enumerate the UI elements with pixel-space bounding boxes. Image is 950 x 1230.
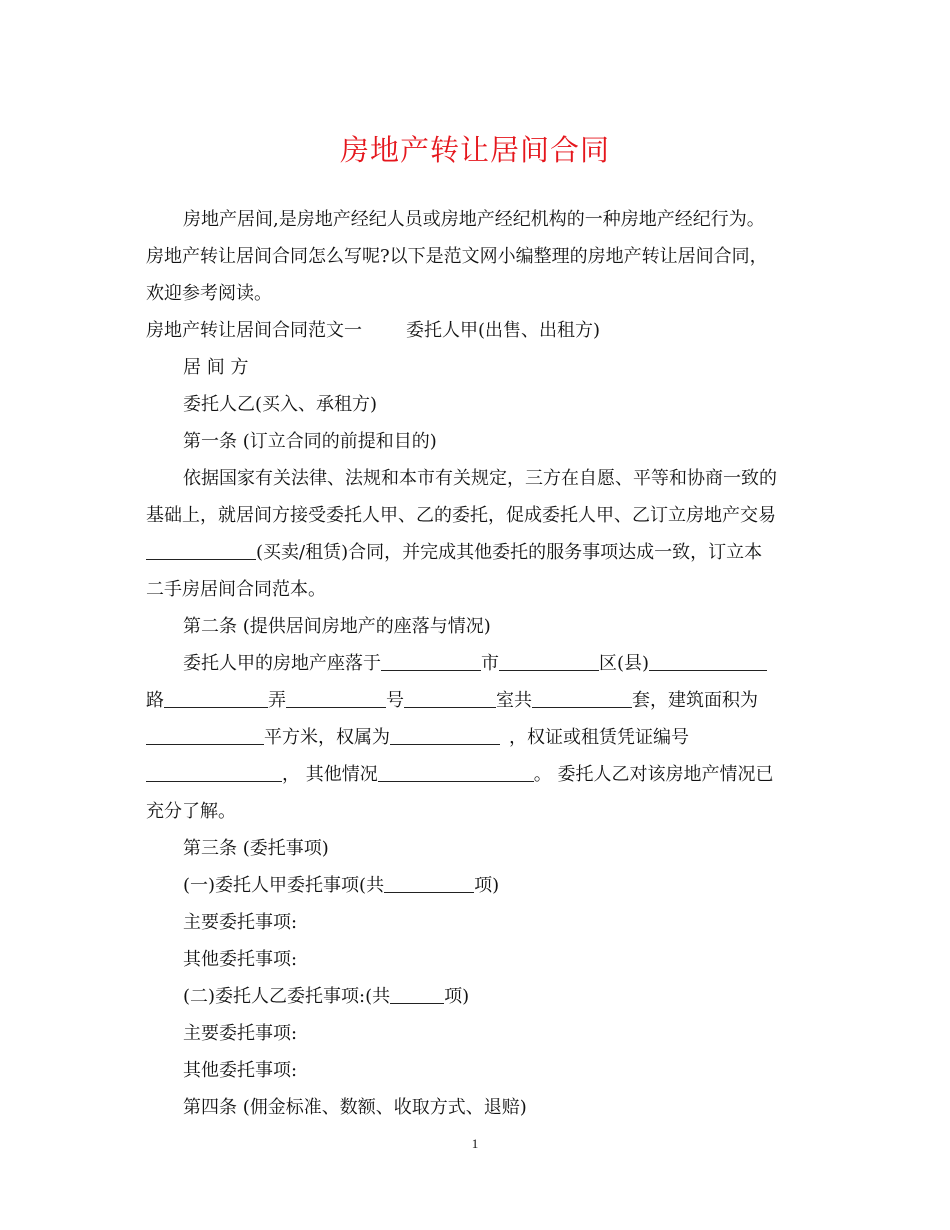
article-3-title: 第三条 (委托事项) [183, 838, 329, 859]
art2-text-g: 室共 [496, 690, 532, 711]
blank-line [378, 763, 534, 782]
article-3-other-1: 其他委托事项: [183, 949, 298, 970]
art2-text-i: 平方米，权属为 [264, 727, 390, 748]
art2-text-a: 委托人甲的房地产座落于 [183, 653, 381, 674]
document-body [146, 201, 806, 1126]
blank-line [404, 689, 496, 708]
art2-text-k: ， 其他情况 [282, 764, 378, 785]
blank-line [286, 689, 386, 708]
article-1-line-3 [146, 534, 806, 571]
art2-text-j: ，权证或租赁凭证编号 [509, 727, 689, 748]
party-b-label: 委托人乙(买入、承租方) [183, 394, 378, 415]
sample-heading-line [146, 312, 806, 349]
art2-text-l: 。 委托人乙对该房地产情况已 [533, 764, 774, 785]
article-3-item-2 [146, 978, 806, 1015]
page-number: 1 [471, 1136, 479, 1151]
article-3-main-1: 主要委托事项: [183, 912, 298, 933]
article-3-main-2: 主要委托事项: [183, 1023, 298, 1044]
article-2-line-2 [146, 682, 806, 719]
article-2-title: 第二条 (提供居间房地产的座落与情况) [183, 616, 491, 637]
art2-text-b: 市 [481, 653, 499, 674]
article-1-line-4: 二手房居间合同范本。 [146, 579, 326, 600]
art3-item-1-text: (一)委托人甲委托事项(共 [183, 875, 385, 896]
article-3-item-1 [146, 867, 806, 904]
article-1-line-3-text: (买卖/租赁)合同，并完成其他委托的服务事项达成一致，订立本 [256, 542, 763, 563]
art2-text-h: 套，建筑面积为 [632, 690, 758, 711]
article-2-line-1 [146, 645, 806, 682]
blank-line [146, 726, 264, 745]
art2-text-c: 区(县) [599, 653, 650, 674]
blank-line [390, 726, 500, 745]
art2-text-f: 号 [386, 690, 404, 711]
article-2-line-5: 充分了解。 [146, 801, 236, 822]
party-a-label: 委托人甲(出售、出租方) [406, 320, 601, 341]
blank-line [146, 541, 256, 560]
blank-line [499, 652, 599, 671]
agent-label: 居 间 方 [183, 357, 249, 378]
blank-line [381, 652, 481, 671]
sample-heading: 房地产转让居间合同范文一 [146, 320, 362, 341]
art2-text-d: 路 [146, 690, 164, 711]
article-2-line-4 [146, 756, 806, 793]
blank-line [384, 874, 474, 893]
art3-item-1-end: 项) [474, 875, 500, 896]
document-title: 房地产转让居间合同 [339, 133, 610, 167]
art3-item-2-end: 项) [444, 986, 470, 1007]
art2-text-e: 弄 [268, 690, 286, 711]
blank-line [146, 763, 282, 782]
art3-item-2-text: (二)委托人乙委托事项:(共 [183, 986, 391, 1007]
blank-line [532, 689, 632, 708]
article-4-title: 第四条 (佣金标准、数额、收取方式、退赔) [183, 1097, 527, 1118]
blank-line [390, 985, 444, 1004]
article-1-title: 第一条 (订立合同的前提和目的) [183, 431, 437, 452]
intro-line-1: 房地产居间,是房地产经纪人员或房地产经纪机构的一种房地产经纪行为。 [183, 209, 765, 230]
article-2-line-3 [146, 719, 806, 756]
article-1-line-1: 依据国家有关法律、法规和本市有关规定，三方在自愿、平等和协商一致的 [183, 468, 777, 489]
intro-line-3: 欢迎参考阅读。 [146, 283, 272, 304]
article-1-line-2: 基础上，就居间方接受委托人甲、乙的委托，促成委托人甲、乙订立房地产交易 [146, 505, 776, 526]
intro-line-2: 房地产转让居间合同怎么写呢?以下是范文网小编整理的房地产转让居间合同， [146, 246, 768, 267]
blank-line [164, 689, 268, 708]
article-3-other-2: 其他委托事项: [183, 1060, 298, 1081]
blank-line [649, 652, 767, 671]
